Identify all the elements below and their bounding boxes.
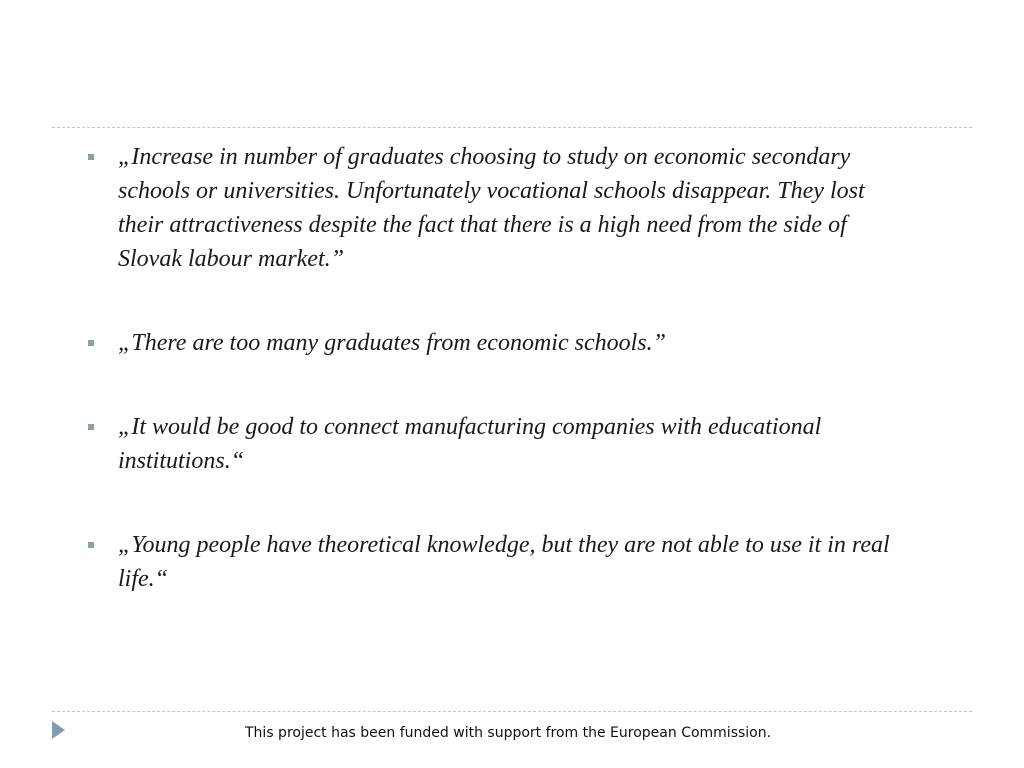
quote-item — [86, 410, 906, 478]
bottom-dashed-divider — [52, 711, 972, 712]
square-bullet-icon — [88, 542, 94, 548]
top-dashed-divider — [52, 127, 972, 128]
quote-list — [86, 140, 906, 646]
quote-item — [86, 326, 906, 360]
quote-text: „Young people have theoretical knowledge, but they are not able to use it in real life.“ — [118, 532, 890, 592]
quote-text: „It would be good to connect manufacturing companies with educational institutions.“ — [118, 414, 822, 474]
quote-text: „Increase in number of graduates choosing to study on economic secondary schools or universities. Unfortunately vocational schools disappear. They lost their attractiveness despite the fact that there is a high need from the side of Slovak labour market.” — [118, 144, 865, 272]
square-bullet-icon — [88, 424, 94, 430]
play-arrow-icon — [52, 721, 65, 739]
quote-item — [86, 140, 906, 276]
square-bullet-icon — [88, 340, 94, 346]
quote-item — [86, 528, 906, 596]
square-bullet-icon — [88, 154, 94, 160]
footer-funding-note: This project has been funded with support from the European Commission. — [245, 725, 772, 741]
quote-text: „There are too many graduates from economic schools.” — [118, 330, 666, 356]
